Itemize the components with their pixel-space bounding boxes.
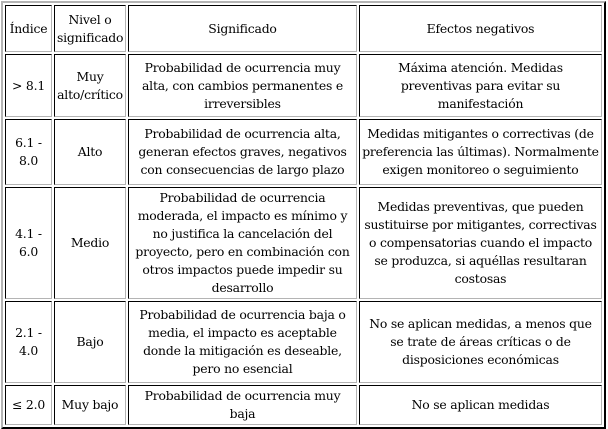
cell-index: 2.1 - 4.0 (5, 301, 52, 383)
cell-index: > 8.1 (5, 54, 52, 117)
cell-effects: No se aplican medidas, a menos que se trate de áreas críticas o de disposiciones económicas (359, 301, 602, 383)
cell-level: Muy alto/crítico (54, 54, 126, 117)
cell-level: Medio (54, 187, 126, 299)
cell-level: Muy bajo (54, 385, 126, 425)
table-row (5, 54, 602, 117)
cell-index: 4.1 - 6.0 (5, 187, 52, 299)
cell-effects: Máxima atención. Medidas preventivas para evitar su manifestación (359, 54, 602, 117)
table-row (5, 385, 602, 425)
table-header-row (5, 5, 602, 52)
cell-meaning: Probabilidad de ocurrencia muy baja (128, 385, 357, 425)
cell-index: ≤ 2.0 (5, 385, 52, 425)
table-row (5, 187, 602, 299)
cell-meaning: Probabilidad de ocurrencia baja o media, el impacto es aceptable donde la mitigación es deseable, pero no esencial (128, 301, 357, 383)
cell-effects: Medidas preventivas, que pueden sustituirse por mitigantes, correctivas o compensatorias cuando el impacto se produzca, si aquéllas resultaran costosas (359, 187, 602, 299)
table-row (5, 119, 602, 185)
cell-meaning: Probabilidad de ocurrencia muy alta, con cambios permanentes e irreversibles (128, 54, 357, 117)
table-row (5, 301, 602, 383)
cell-meaning: Probabilidad de ocurrencia alta, generan efectos graves, negativos con consecuencias de largo plazo (128, 119, 357, 185)
cell-index: 6.1 - 8.0 (5, 119, 52, 185)
header-effects: Efectos negativos (359, 5, 602, 52)
impact-classification-table (1, 1, 606, 429)
header-index: Índice (5, 5, 52, 52)
cell-effects: Medidas mitigantes o correctivas (de preferencia las últimas). Normalmente exigen monitoreo o seguimiento (359, 119, 602, 185)
header-meaning: Significado (128, 5, 357, 52)
cell-effects: No se aplican medidas (359, 385, 602, 425)
cell-level: Alto (54, 119, 126, 185)
header-level: Nivel o significado (54, 5, 126, 52)
cell-level: Bajo (54, 301, 126, 383)
cell-meaning: Probabilidad de ocurrencia moderada, el impacto es mínimo y no justifica la cancelación del proyecto, pero en combinación con otros impactos puede impedir su desarrollo (128, 187, 357, 299)
